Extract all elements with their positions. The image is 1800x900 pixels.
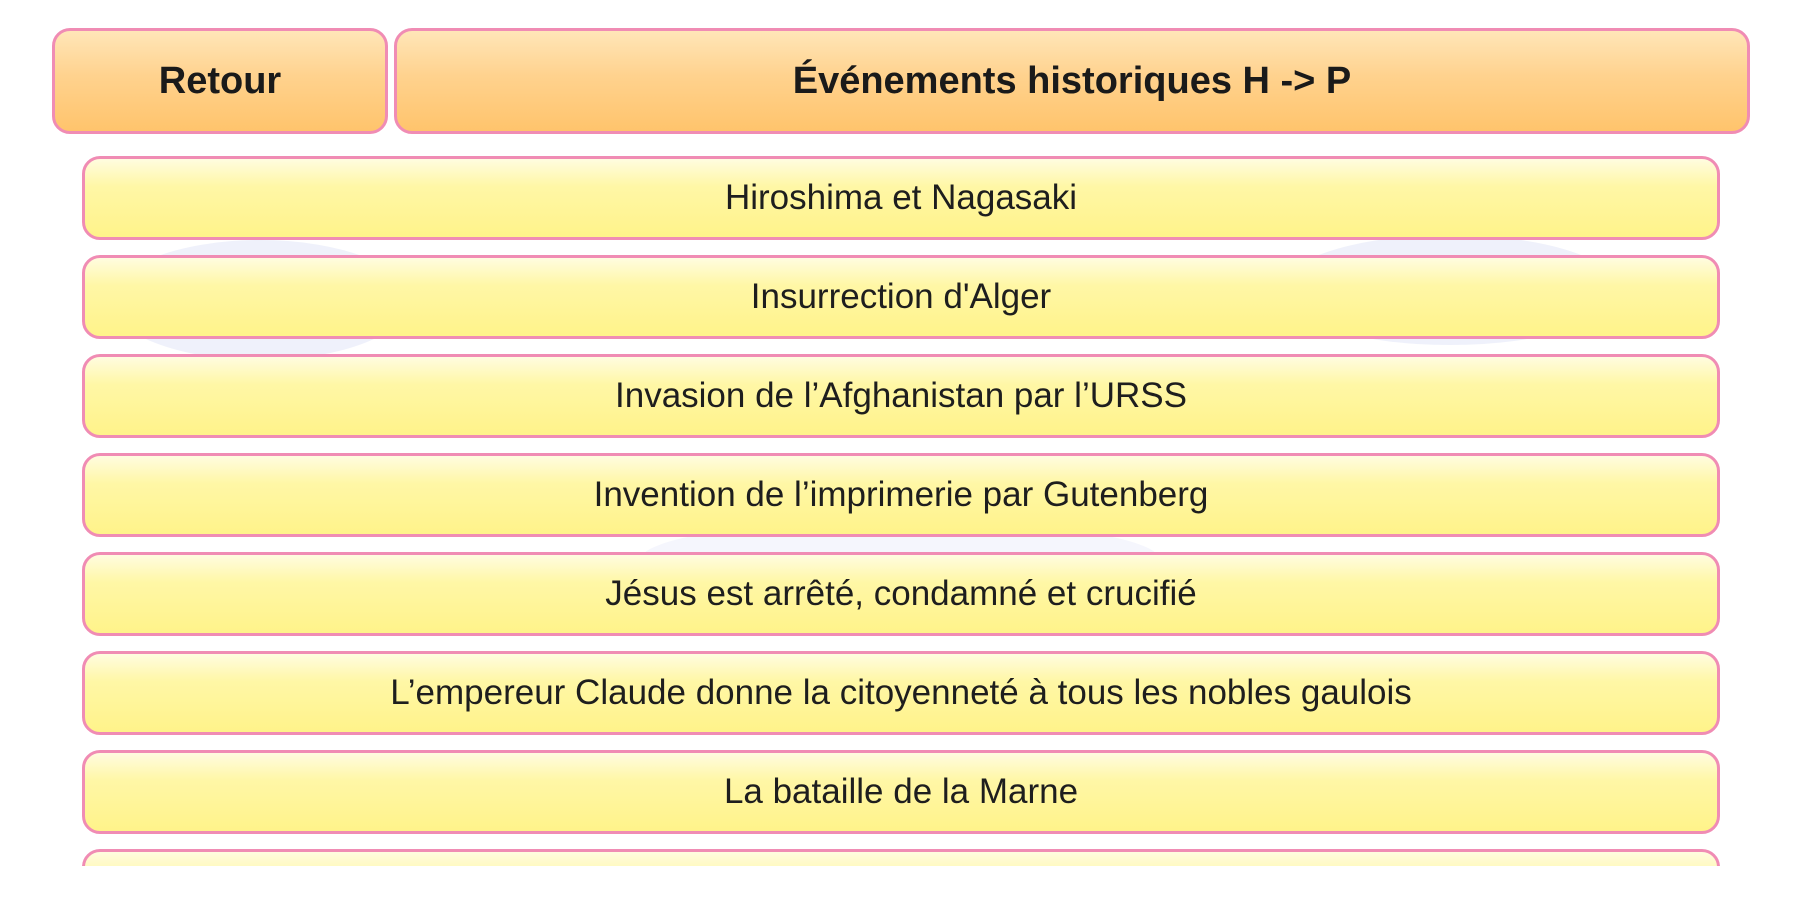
event-item-bataille-marne[interactable]: La bataille de la Marne [82, 750, 1720, 834]
page-title: Événements historiques H -> P [394, 28, 1750, 134]
event-item-invention-imprimerie[interactable]: Invention de l’imprimerie par Gutenberg [82, 453, 1720, 537]
event-item-empereur-claude[interactable]: L’empereur Claude donne la citoyenneté à tous les nobles gaulois [82, 651, 1720, 735]
event-item-partial[interactable] [82, 849, 1720, 866]
events-list [82, 156, 1720, 866]
event-item-insurrection-alger[interactable]: Insurrection d'Alger [82, 255, 1720, 339]
event-item-jesus[interactable]: Jésus est arrêté, condamné et crucifié [82, 552, 1720, 636]
event-item-hiroshima[interactable]: Hiroshima et Nagasaki [82, 156, 1720, 240]
header-bar [52, 28, 1750, 134]
event-item-invasion-afghanistan[interactable]: Invasion de l’Afghanistan par l’URSS [82, 354, 1720, 438]
back-button[interactable]: Retour [52, 28, 388, 134]
